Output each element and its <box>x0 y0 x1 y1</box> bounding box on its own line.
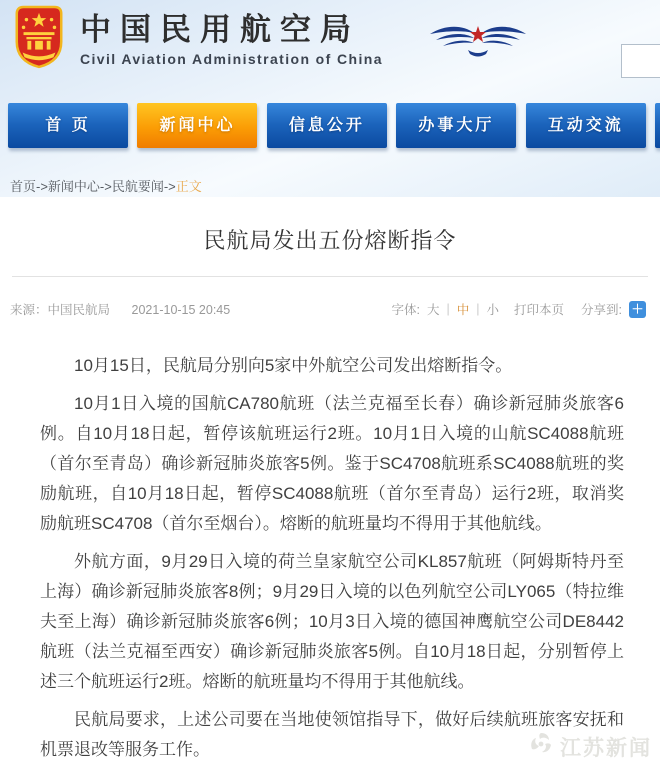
site-header <box>0 0 660 100</box>
page-title: 民航局发出五份熔断指令 <box>203 228 457 253</box>
breadcrumb-current: 正文 <box>175 179 202 194</box>
separator: | <box>446 302 450 316</box>
site-name-en: Civil Aviation Administration of China <box>80 51 383 67</box>
share-to-label: 分享到: <box>581 303 622 317</box>
font-size-small-button[interactable]: 小 <box>486 303 499 317</box>
main-nav <box>0 100 660 152</box>
paragraph: 外航方面，9月29日入境的荷兰皇家航空公司KL857航班（阿姆斯特丹至上海）确诊新冠肺炎旅客8例；9月29日入境的以色列航空公司LY065（特拉维夫至上海）确诊新冠肺炎旅客6例；10月3日入境的德国神鹰航空公司DE8442航班（法兰克福至西安）确诊新冠肺炎旅客5例。自10月18日起，分别暂停上述三个航班运行2班。熔断的航班量均不得用于其他航线。 <box>40 552 624 691</box>
nav-item-info-disclosure[interactable]: 信息公开 <box>267 103 387 148</box>
search-box-partial[interactable] <box>621 44 660 78</box>
nav-item-home[interactable]: 首 页 <box>8 103 128 148</box>
site-title-block <box>80 13 383 69</box>
paragraph: 10月1日入境的国航CA780航班（法兰克福至长春）确诊新冠肺炎旅客6例。自10月18日起，暂停该航班运行2班。10月1日入境的山航SC4088航班（首尔至青岛）确诊新冠肺炎旅客5例。鉴于SC4708航班系SC4088航班的奖励航班，自10月18日起，暂停SC4088航班（首尔至青岛）运行2班，取消奖励航班SC4708（首尔至烟台）。熔断的航班量均不得用于其他航线。 <box>40 394 624 533</box>
article-tools <box>391 300 646 318</box>
nav-item-interaction[interactable]: 互动交流 <box>526 103 646 148</box>
watermark-text: 江苏新闻 <box>560 736 652 760</box>
site-name-cn: 中国民用航空局 <box>80 12 360 47</box>
nav-item-service-hall[interactable]: 办事大厅 <box>396 103 516 148</box>
article-content <box>0 224 660 765</box>
paragraph: 民航局要求，上述公司要在当地使领馆指导下，做好后续航班旅客安抚和机票退改等服务工作。 <box>40 710 624 759</box>
title-divider <box>12 276 648 277</box>
article-body <box>0 351 660 765</box>
national-emblem-icon <box>10 5 68 69</box>
print-page-button[interactable]: 打印本页 <box>514 303 565 317</box>
nav-item-news-center[interactable]: 新闻中心 <box>137 103 257 148</box>
source-value: 中国民航局 <box>47 303 111 317</box>
font-size-large-button[interactable]: 大 <box>426 303 440 317</box>
top-band <box>0 0 660 197</box>
font-size-label: 字体: <box>391 303 420 317</box>
nav-item-partial[interactable] <box>655 103 660 148</box>
publish-datetime: 2021-10-15 20:45 <box>131 303 231 317</box>
breadcrumb-trail[interactable]: 首页->新闻中心->民航要闻-> <box>10 179 176 194</box>
separator: | <box>476 302 480 316</box>
jiangsu-news-logo-icon <box>528 731 554 762</box>
font-size-medium-button[interactable]: 中 <box>456 303 470 317</box>
paragraph: 10月15日，民航局分别向5家中外航空公司发出熔断指令。 <box>74 356 513 375</box>
source-label: 来源： <box>10 303 48 317</box>
article-source <box>10 300 230 318</box>
share-icon[interactable]: ＋ <box>629 301 646 318</box>
caac-wings-logo-icon <box>428 18 528 64</box>
breadcrumb <box>0 152 660 195</box>
article-meta-row <box>0 300 660 318</box>
watermark <box>528 731 652 762</box>
